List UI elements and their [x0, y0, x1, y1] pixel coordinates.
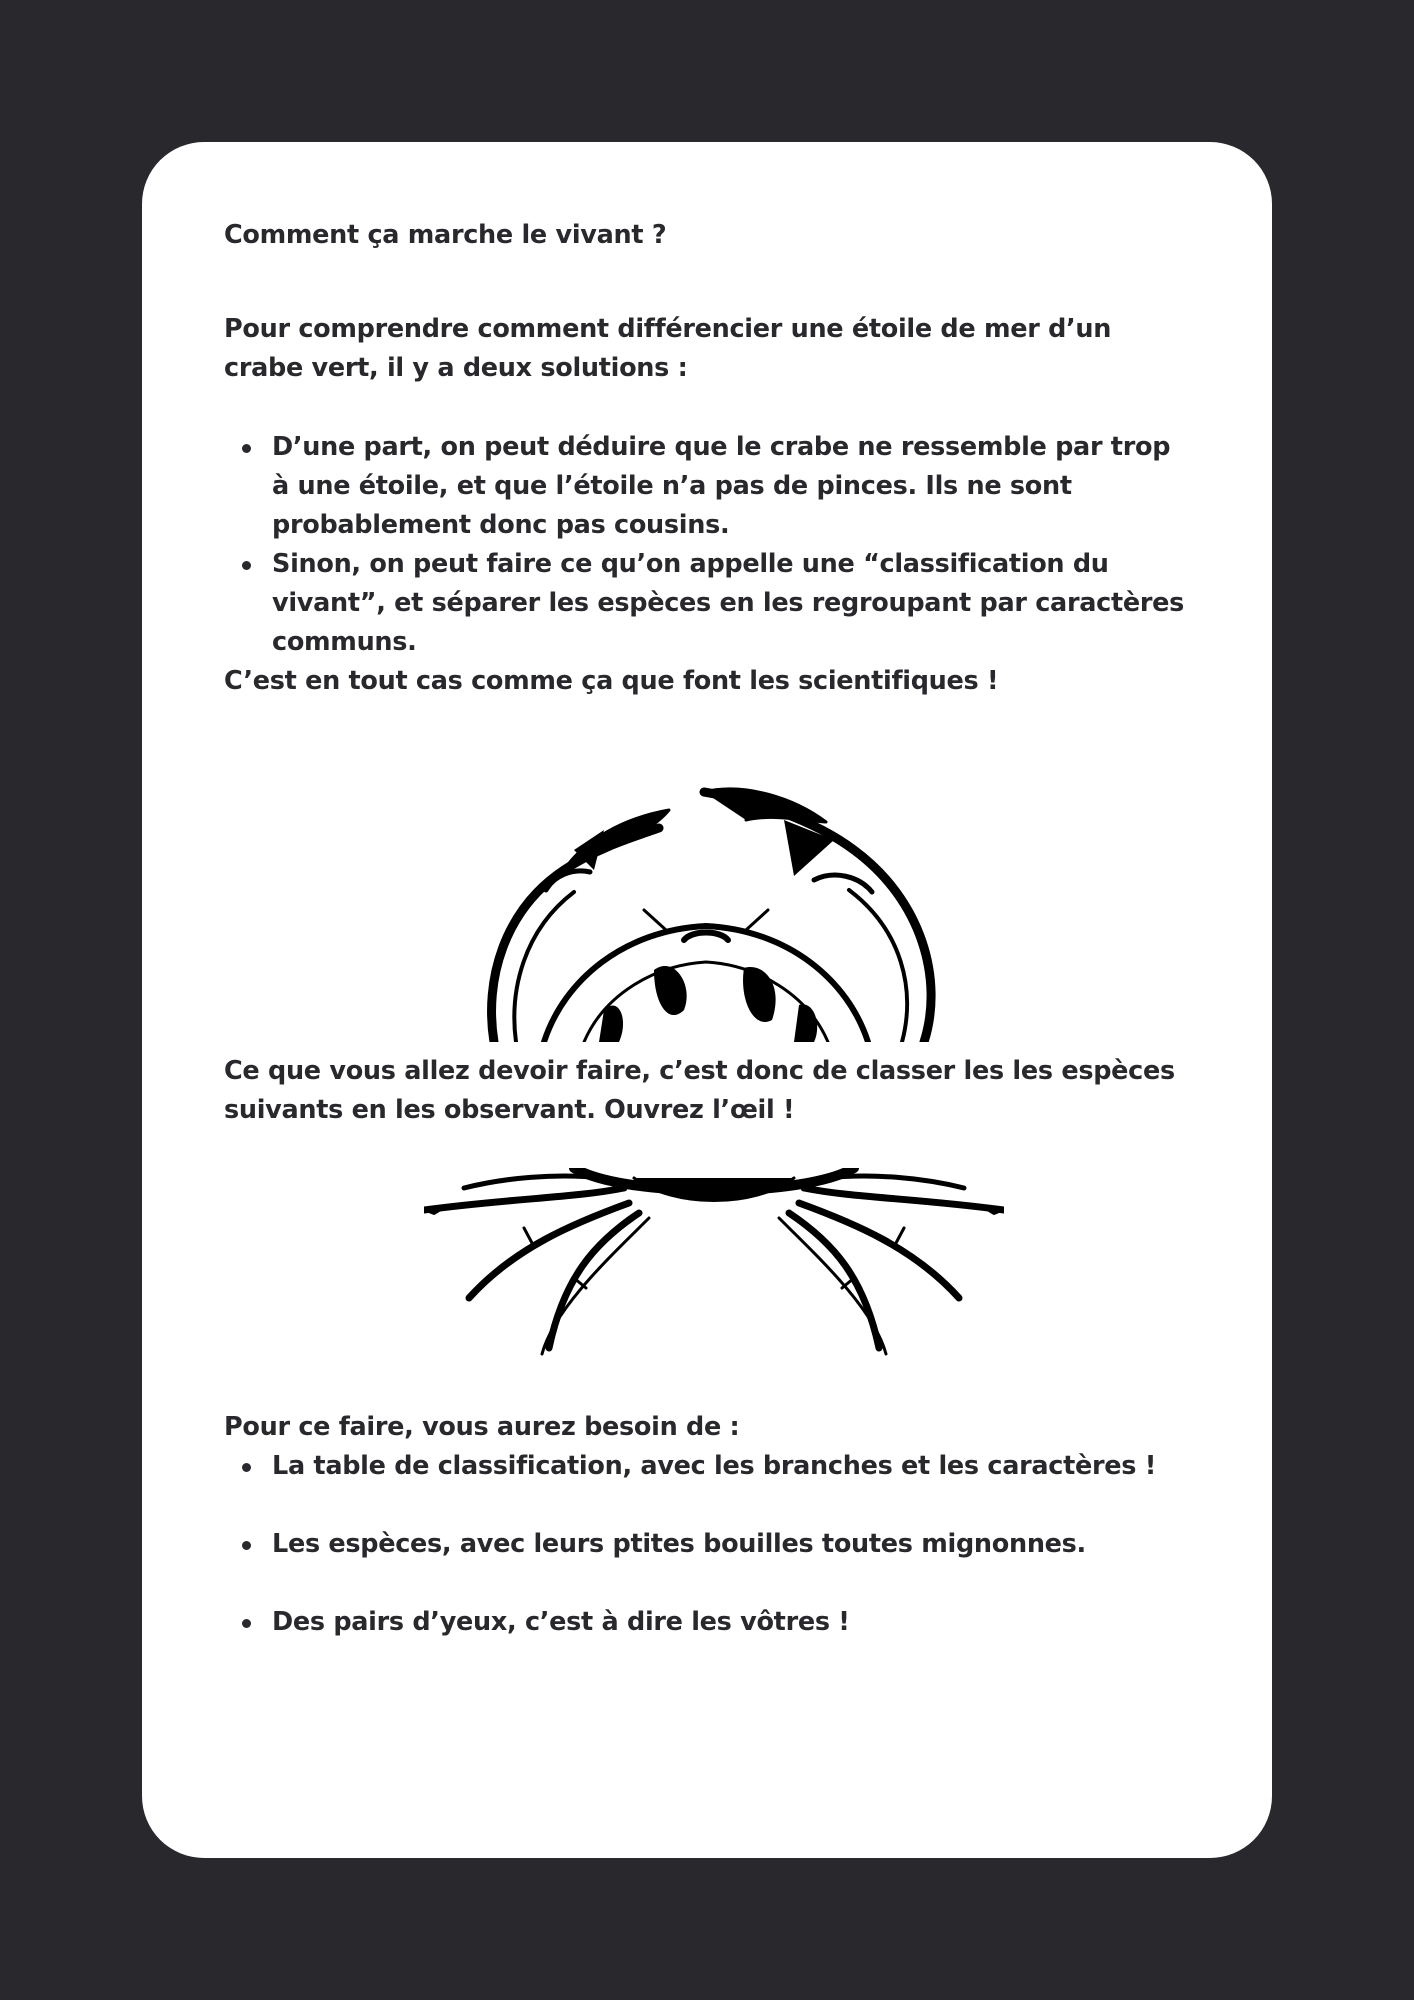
- conclusion-paragraph: C’est en tout cas comme ça que font les scientifiques !: [224, 666, 999, 696]
- list-item: Les espèces, avec leurs ptites bouilles toutes mignonnes.: [272, 1525, 1184, 1564]
- task-paragraph: Ce que vous allez devoir faire, c’est donc de classer les les espèces suivants en les observant. Ouvrez l’œil !: [224, 1056, 1175, 1125]
- list-item: La table de classification, avec les branches et les caractères !: [272, 1447, 1184, 1486]
- list-item: D’une part, on peut déduire que le crabe ne ressemble par trop à une étoile, et que l’étoile n’a pas de pinces. Ils ne sont probablement donc pas cousins.: [272, 428, 1184, 545]
- crab-claws-illustration: [454, 780, 958, 1042]
- needs-intro: Pour ce faire, vous aurez besoin de :: [224, 1412, 740, 1442]
- list-item: Sinon, on peut faire ce qu’on appelle une “classification du vivant”, et séparer les espèces en les regroupant par caractères communs.: [272, 545, 1184, 662]
- list-item: Des pairs d’yeux, c’est à dire les vôtres !: [272, 1603, 1184, 1642]
- page-title: Comment ça marche le vivant ?: [224, 220, 667, 250]
- solutions-list: [224, 428, 1184, 662]
- intro-paragraph: Pour comprendre comment différencier une étoile de mer d’un crabe vert, il y a deux solutions :: [224, 314, 1112, 383]
- needs-list: [224, 1447, 1184, 1642]
- crab-legs-illustration: [424, 1168, 1004, 1356]
